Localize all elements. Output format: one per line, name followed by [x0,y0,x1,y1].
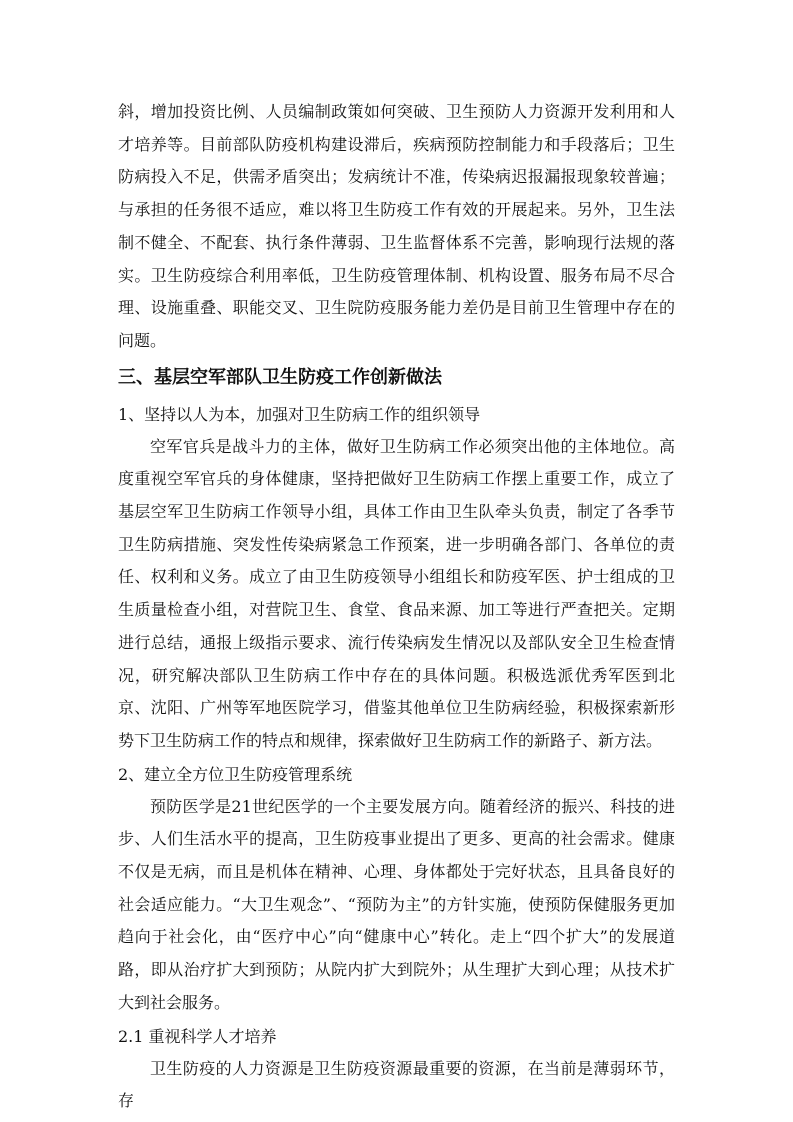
subsection-heading-1: 1、坚持以人为本，加强对卫生防病工作的组织领导 [118,404,481,424]
paragraph-continuation: 斜，增加投资比例、人员编制政策如何突破、卫生预防人力资源开发利用和人才培养等。目前部队防疫机构建设滞后，疾病预防控制能力和手段落后；卫生防病投入不足，供需矛盾突出；发病统计不准，传染病迟报漏报现象较普遍；与承担的任务很不适应，难以将卫生防疫工作有效的开展起来。另外，卫生法制不健全、不配套、执行条件薄弱、卫生监督体系不完善，影响现行法规的落实。卫生防疫综合利用率低，卫生防疫管理体制、机构设置、服务布局不尽合理、设施重叠、职能交叉、卫生院防疫服务能力差仍是目前卫生管理中存在的问题。 [118,102,675,350]
paragraph-human-resources: 卫生防疫的人力资源是卫生防疫资源最重要的资源，在当前是薄弱环节，存 [118,1058,675,1111]
subsection-heading-2-1: 2.1 重视科学人才培养 [118,1026,277,1046]
paragraph-organization: 空军官兵是战斗力的主体，做好卫生防病工作必须突出他的主体地位。高度重视空军官兵的身体健康，坚持把做好卫生防病工作摆上重要工作，成立了基层空军卫生防病工作领导小组，具体工作由卫生队牵头负责，制定了各季节卫生防病措施、突发性传染病紧急工作预案，进一步明确各部门、各单位的责任、权利和义务。成立了由卫生防疫领导小组组长和防疫军医、护士组成的卫生质量检查小组，对营院卫生、食堂、食品来源、加工等进行严查把关。定期进行总结，通报上级指示要求、流行传染病发生情况以及部队安全卫生检查情况，研究解决部队卫生防病工作中存在的具体问题。积极选派优秀军医到北京、沈阳、广州等军地医院学习，借鉴其他单位卫生防病经验，积极探索新形势下卫生防病工作的特点和规律，探索做好卫生防病工作的新路子、新方法。 [118,436,675,750]
section-heading: 三、基层空军部队卫生防疫工作创新做法 [118,366,442,388]
subsection-heading-2: 2、建立全方位卫生防疫管理系统 [118,764,353,784]
paragraph-prevention: 预防医学是21世纪医学的一个主要发展方向。随着经济的振兴、科技的进步、人们生活水平的提高，卫生防疫事业提出了更多、更高的社会需求。健康不仅是无病，而且是机体在精神、心理、身体都处于完好状态，且具备良好的社会适应能力。“大卫生观念”、“预防为主”的方针实施，使预防保健服务更加趋向于社会化，由“医疗中心”向“健康中心”转化。走上“四个扩大”的发展道路，即从治疗扩大到预防；从院内扩大到院外；从生理扩大到心理；从技术扩大到社会服务。 [118,796,675,1012]
